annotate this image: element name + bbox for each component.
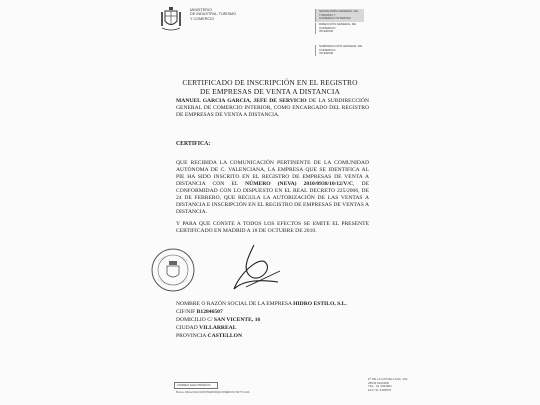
company-name-label: NOMBRE O RAZÓN SOCIAL DE LA EMPRESA (176, 301, 294, 307)
address-line: Pº DE LA CASTELLANA, 162 (368, 377, 408, 381)
provincia-row (176, 332, 347, 340)
cert-text: , DE CONFORMIDAD CON LO DISPUESTO EN EL REAL DECRETO 225/2006, DE 24 DE FEBRERO, QUE REGULA LA AUTORIZACIÓN DE LAS VENTAS A DISTANCIA E INSCRIPCIÓN EN EL REGISTRO DE EMPRESAS DE VENTAS A DISTANCIA. (176, 181, 369, 215)
coat-of-arms-icon (160, 6, 182, 32)
office-address (368, 378, 407, 392)
registry-number: NÚMERO (NEVA) 2010/0938/10/12/V/C (245, 181, 354, 187)
cif-value: B12846507 (196, 309, 223, 315)
intro-text: DE LA SUBDIRECCIÓN GENERAL DE COMERCIO INTERIOR, COMO ENCARGADO DEL REGISTRO DE EMPRESAS DE VENTA A DISTANCIA. (176, 98, 370, 118)
cif-label: CIF/NIF (176, 309, 197, 315)
cif-row (176, 308, 347, 316)
subdireccion-line: INTERIOR (319, 51, 334, 56)
cert-text: QUE RECIBIDA LA COMUNICACIÓN PERTINENTE DE LA COMUNIDAD AUTÓNOMA DE C. VALENCIANA, LA EMPRESA QUE SE IDENTIFICA AL PIE HA SIDO INSCRITO EN EL REGISTRO DE EMPRESAS DE VENTA A DISTANCIA CON EL (176, 160, 369, 187)
ministry-line: MINISTERIO (190, 8, 212, 12)
direccion-line: INTERIOR (319, 29, 334, 34)
domicilio-value: SAN VICENTE, 16 (213, 317, 261, 323)
company-details (176, 300, 347, 340)
intro-paragraph (176, 98, 369, 119)
direccion-block (315, 23, 367, 34)
domicilio-label: DOMICILIO C/ (176, 317, 214, 323)
ciudad-label: CIUDAD (176, 325, 200, 331)
email-address[interactable]: Buzon.Oficial.SGCOMINTERIOR@COMERCIO.MITYC.ES (176, 390, 250, 394)
ciudad-row (176, 324, 347, 332)
title-line: CERTIFICADO DE INSCRIPCIÓN EN EL REGISTRO (182, 78, 358, 87)
title-line: DE EMPRESAS DE VENTA A DISTANCIA (200, 87, 340, 96)
secretaria-line: COMERCIO INTERIOR (319, 16, 351, 21)
ministry-line: Y COMERCIO (190, 16, 215, 21)
certifica-heading: CERTIFICA: (176, 141, 211, 147)
address-line: 28046 MADRID (368, 380, 390, 385)
closing-paragraph: Y PARA QUE CONSTE A TODOS LOS EFECTOS SE EMITE EL PRESENTE CERTIFICADO EN MADRID A 18 DE OCTUBRE DE 2010. (176, 221, 369, 234)
ciudad-value: VILLARREAL (199, 325, 237, 331)
subdireccion-line: SUBDIRECCIÓN GENERAL DE COMERCIO (319, 44, 363, 52)
secretaria-line: SECRETARÍA GENERAL DE TURISMO Y (319, 9, 358, 17)
address-line: FAX: 91 3493875 (368, 387, 392, 392)
company-name-value: HIDRO ESTILO, S.L. (293, 301, 347, 307)
address-line: TEL.: 91 3493801 (368, 384, 392, 388)
official-stamp-icon (150, 247, 196, 293)
domicilio-row (176, 316, 347, 324)
secretaria-block (315, 9, 364, 22)
direccion-line: DIRECCIÓN GENERAL DE COMERCIO (319, 22, 356, 30)
ministry-line: DE INDUSTRIA, TURISMO (190, 12, 236, 17)
ministry-name (190, 8, 236, 21)
signature-icon (228, 243, 284, 297)
email-label-box: CORREO ELECTRÓNICO: (174, 382, 218, 389)
subdireccion-block (315, 45, 367, 56)
certificate-title (0, 78, 540, 96)
official-name: MANUEL GARCIA GARCIA, JEFE DE SERVICIO (176, 98, 307, 104)
certification-paragraph (176, 160, 369, 216)
provincia-label: PROVINCIA (176, 333, 208, 339)
company-name-row (176, 300, 347, 308)
provincia-value: CASTELLON (207, 333, 243, 339)
